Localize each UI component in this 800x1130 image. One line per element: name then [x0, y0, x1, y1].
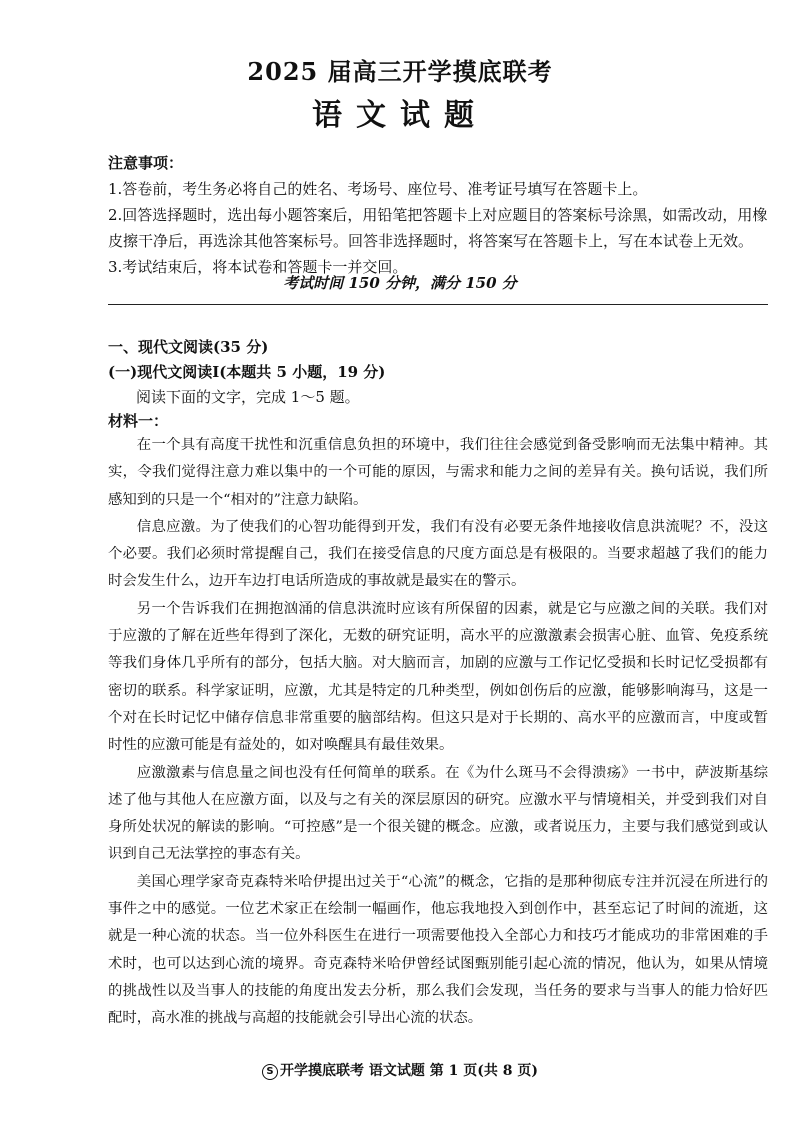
exam-time-info: 考试时间 150 分钟，满分 150 分: [283, 274, 517, 292]
subject-title: 语文试题: [312, 98, 488, 133]
paragraph-5: 美国心理学家奇克森特米哈伊提出过关于“心流”的概念，它指的是那种彻底专注并沉浸在所进行的事件之中的感觉。一位艺术家正在绘制一幅画作，他忘我地投入到创作中，甚至忘记了时间的流逝，这就是一种心流的状态。当一位外科医生在进行一项需要他投入全部心力和技巧才能成功的非常困难的手术时，也可以达到心流的境界。奇克森特米哈伊曾经试图甄别能引起心流的情况，他认为，如果从情境的挑战性以及当事人的技能的角度出发去分析，那么我们会发现，当任务的要求与当事人的能力恰好匹配时，高水准的挑战与高超的技能就会引导出心流的状态。: [108, 873, 768, 1027]
circled-s-icon: S: [262, 1064, 278, 1080]
paragraph-1: 在一个具有高度干扰性和沉重信息负担的环境中，我们往往会感觉到备受影响而无法集中精神。其实，令我们觉得注意力难以集中的一个可能的原因，与需求和能力之间的差异有关。换句话说，我们所感知到的只是一个“相对的”注意力缺陷。: [108, 437, 768, 508]
material-body: [108, 432, 768, 1033]
paragraph-4: 应激激素与信息量之间也没有任何简单的联系。在《为什么斑马不会得溃疡》一书中，萨波斯基综述了他与其他人在应激方面，以及与之有关的深层原因的研究。应激水平与情境相关，并受到我们对自身所处状况的解读的影响。“可控感”是一个很关键的概念。应激，或者说压力，主要与我们感觉到或认识到自己无法掌控的事态有关。: [108, 764, 768, 863]
reading-instruction: 阅读下面的文字，完成 1～5 题。: [136, 388, 360, 406]
paragraph-2: 信息应激。为了使我们的心智功能得到开发，我们有没有必要无条件地接收信息洪流呢？不，没这个必要。我们必须时常提醒自己，我们在接受信息的尺度方面总是有极限的。当要求超越了我们的能力时会发生什么，边开车边打电话所造成的事故就是最实在的警示。: [108, 518, 768, 590]
notice-heading: 注意事项：: [108, 154, 184, 172]
section-subtitle: (一)现代文阅读Ⅰ(本题共 5 小题，19 分): [108, 363, 386, 381]
material-label: 材料一：: [108, 412, 169, 430]
notice-item-3: 3.考试结束后，将本试卷和答题卡一并交回。: [108, 258, 408, 276]
divider-line: [108, 304, 768, 305]
notice-item-2: 2.回答选择题时，选出每小题答案后，用铅笔把答题卡上对应题目的答案标号涂黑，如需改动，用橡皮擦干净后，再选涂其他答案标号。回答非选择题时，将答案写在答题卡上，写在本试卷上无效。: [108, 206, 768, 250]
paragraph-3: 另一个告诉我们在拥抱汹涌的信息洪流时应该有所保留的因素，就是它与应激之间的关联。我们对于应激的了解在近些年得到了深化，无数的研究证明，高水平的应激激素会损害心脏、血管、免疫系统等我们身体几乎所有的部分，包括大脑。对大脑而言，加剧的应激与工作记忆受损和长时记忆受损都有密切的联系。科学家证明，应激，尤其是特定的几种类型，例如创伤后的应激，能够影响海马，这是一个对在长时记忆中储存信息非常重要的脑部结构。但这只是对于长期的、高水平的应激而言，中度或暂时性的应激可能是有益处的，如对唤醒具有最佳效果。: [108, 600, 768, 754]
exam-title: 2025 届高三开学摸底联考: [247, 57, 553, 86]
notice-block: [108, 150, 768, 280]
notice-item-1: 1.答卷前，考生务必将自己的姓名、考场号、座位号、准考证号填写在答题卡上。: [108, 180, 648, 198]
section-title: 一、现代文阅读(35 分): [108, 338, 269, 356]
page-footer: [0, 1060, 800, 1080]
footer-text: 开学摸底联考 语文试题 第 1 页(共 8 页): [280, 1063, 538, 1079]
